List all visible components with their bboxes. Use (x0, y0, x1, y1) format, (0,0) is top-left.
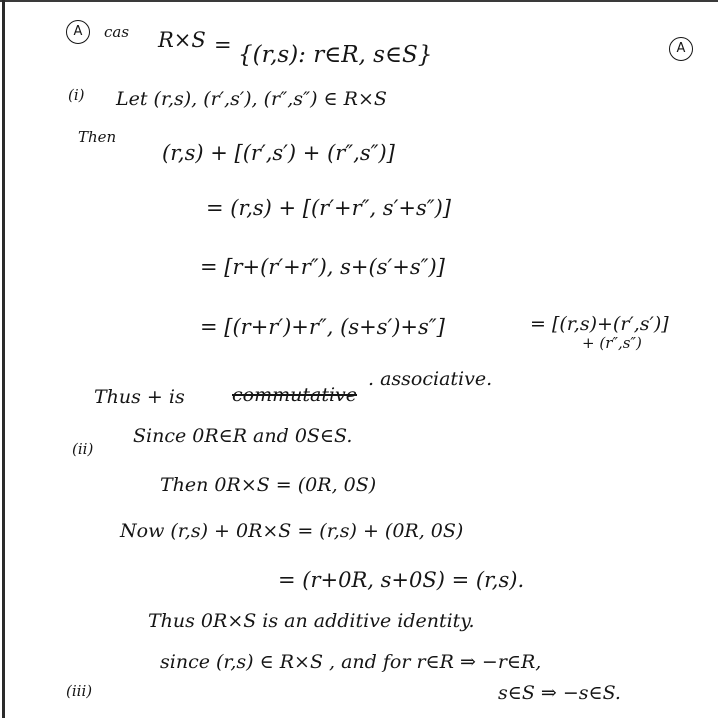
step-3: = [r+(r′+r″), s+(s′+s″)] (200, 255, 445, 279)
thus-prefix: Thus + is (94, 386, 185, 408)
part-iii-label: (iii) (66, 682, 93, 700)
case-badge-left: A (66, 20, 90, 44)
step-2: = (r,s) + [(r′+r″, s′+s″)] (206, 196, 451, 220)
let-statement: Let (r,s), (r′,s′), (r″,s″) ∈ R×S (116, 88, 387, 110)
step-4: = [(r+r′)+r″, (s+s′)+s″] (200, 315, 445, 339)
since-zero: Since 0R∈R and 0S∈S. (133, 425, 353, 447)
then-zero-element: Then 0R×S = (0R, 0S) (160, 474, 377, 496)
then-label: Then (78, 128, 117, 146)
equals-sign: = (214, 33, 232, 57)
part-ii-label: (ii) (72, 440, 94, 458)
page-top-edge (0, 0, 718, 2)
identity-result: = (r+0R, s+0S) = (r,s). (278, 568, 525, 592)
part-i-label: (i) (68, 86, 85, 104)
case-badge-right: A (669, 37, 693, 61)
inverse-continuation: s∈S ⇒ −s∈S. (498, 682, 621, 704)
set-definition: {(r,s): r∈R, s∈S} (238, 42, 433, 68)
page-left-edge (2, 0, 5, 718)
now-addition: Now (r,s) + 0R×S = (r,s) + (0R, 0S) (120, 520, 464, 542)
product-symbol: R×S (158, 28, 206, 52)
step-4-regroup-cont: + (r″,s″) (582, 334, 642, 352)
since-inverse: since (r,s) ∈ R×S , and for r∈R ⇒ −r∈R, (160, 651, 542, 673)
struck-word: commutative (232, 384, 358, 406)
case-label: cas (104, 23, 130, 41)
step-1: (r,s) + [(r′,s′) + (r″,s″)] (162, 141, 395, 165)
identity-conclusion: Thus 0R×S is an additive identity. (148, 610, 475, 632)
step-4-regroup: = [(r,s)+(r′,s′)] (530, 313, 669, 335)
thus-conclusion: . associative. (368, 368, 493, 390)
